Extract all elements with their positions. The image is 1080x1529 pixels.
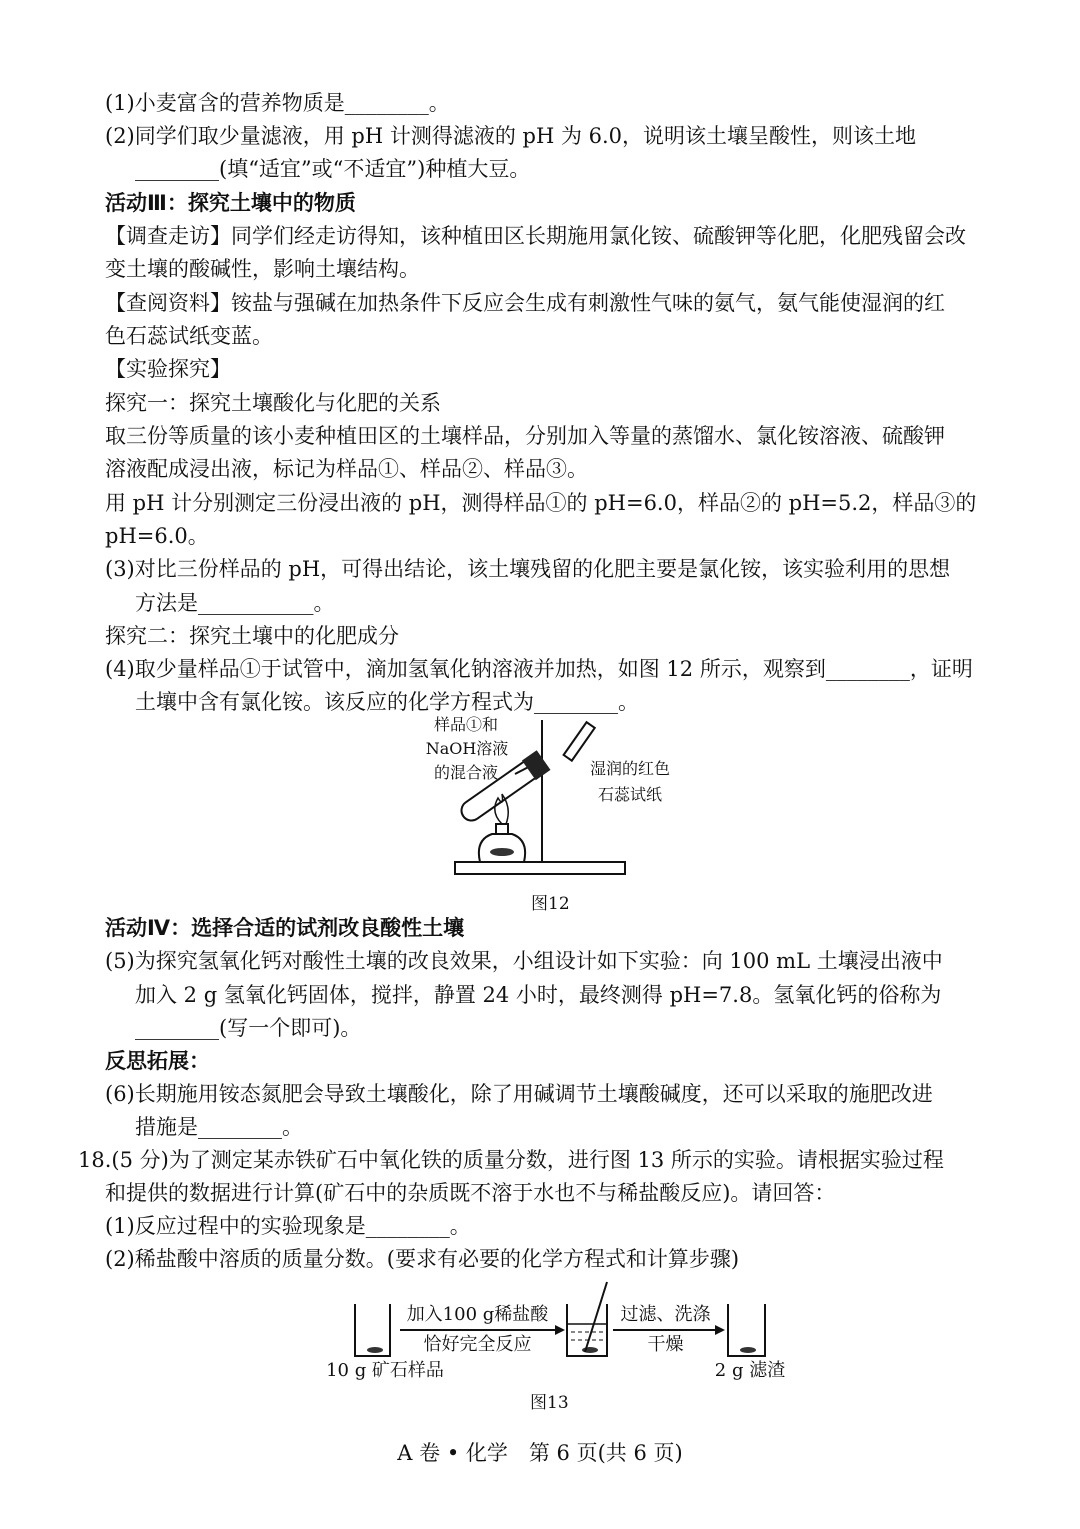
figure-13	[326, 1280, 795, 1390]
q6-line-cont: 措施是________。	[135, 1115, 303, 1139]
fig13-arrow1-top: 加入100 g稀盐酸	[406, 1304, 549, 1325]
q4-line: (4)取少量样品①于试管中，滴加氢氧化钠溶液并加热，如图 12 所示，观察到________，证明	[105, 657, 973, 681]
q18-sub2: (2)稀盐酸中溶质的质量分数。(要求有必要的化学方程式和计算步骤)	[105, 1247, 740, 1271]
inquiry1-text: 取三份等质量的该小麦种植田区的土壤样品，分别加入等量的蒸馏水、氯化铵溶液、硫酸钾	[105, 424, 945, 448]
ph-text: 用 pH 计分别测定三份浸出液的 pH，测得样品①的 pH=6.0，样品②的 pH=5.2，样品③的	[105, 491, 977, 515]
fig13-left-label: 10 g 矿石样品	[326, 1360, 444, 1381]
q2-line-cont: ________(填“适宜”或“不适宜”)种植大豆。	[135, 157, 531, 181]
fig13-arrow2-bottom: 干燥	[647, 1334, 684, 1355]
q5-line-cont-2: ________(写一个即可)。	[135, 1016, 362, 1040]
activity3-heading: 活动Ⅲ：探究土壤中的物质	[105, 191, 356, 215]
ph-text-cont: pH=6.0。	[105, 524, 209, 548]
fig13-caption: 图13	[530, 1393, 569, 1413]
fig12-label-mix-2: NaOH溶液	[425, 739, 509, 758]
fig13-arrow2-top: 过滤、洗涤	[620, 1304, 711, 1325]
q6-line: (6)长期施用铵态氮肥会导致土壤酸化，除了用碱调节土壤酸碱度，还可以采取的施肥改进	[105, 1082, 933, 1106]
fig12-label-mix-1: 样品①和	[433, 715, 498, 734]
q18-line: 18.(5 分)为了测定某赤铁矿石中氧化铁的质量分数，进行图 13 所示的实验。请根据实验过程	[78, 1148, 944, 1172]
q5-line: (5)为探究氢氧化钙对酸性土壤的改良效果，小组设计如下实验：向 100 mL 土壤浸出液中	[105, 949, 943, 973]
fig12-label-mix-3: 的混合液	[433, 763, 498, 782]
survey-text-cont: 变土壤的酸碱性，影响土壤结构。	[105, 257, 420, 281]
page-footer: A 卷 • 化学 第 6 页(共 6 页)	[397, 1441, 683, 1465]
fig13-arrow1-bottom: 恰好完全反应	[423, 1334, 532, 1355]
q2-line: (2)同学们取少量滤液，用 pH 计测得滤液的 pH 为 6.0，说明该土壤呈酸性，则该土地	[105, 124, 917, 148]
inquiry2-heading: 探究二：探究土壤中的化肥成分	[105, 624, 399, 648]
fig13-right-label: 2 g 滤渣	[714, 1360, 786, 1381]
fig12-caption: 图12	[531, 894, 570, 914]
fig12-label-paper-2: 石蕊试纸	[597, 785, 662, 804]
q1-line: (1)小麦富含的营养物质是________。	[105, 91, 450, 115]
q18-line-cont: 和提供的数据进行计算(矿石中的杂质既不溶于水也不与稀盐酸反应)。请回答：	[105, 1181, 836, 1205]
reflection-heading: 反思拓展：	[105, 1049, 210, 1073]
survey-text: 【调查走访】同学们经走访得知，该种植田区长期施用氯化铵、硫酸钾等化肥，化肥残留会改	[105, 224, 966, 248]
experiment-heading: 【实验探究】	[105, 357, 231, 381]
q5-line-cont: 加入 2 g 氢氧化钙固体，搅拌，静置 24 小时，最终测得 pH=7.8。氢氧化钙的俗称为	[135, 983, 942, 1007]
q4-line-cont: 土壤中含有氯化铵。该反应的化学方程式为________。	[135, 690, 639, 714]
activity4-heading: 活动Ⅳ：选择合适的试剂改良酸性土壤	[105, 916, 465, 940]
fig12-label-paper-1: 湿润的红色	[589, 759, 670, 778]
figure-12	[420, 712, 700, 887]
inquiry1-text-cont: 溶液配成浸出液，标记为样品①、样品②、样品③。	[105, 457, 588, 481]
q3-line: (3)对比三份样品的 pH，可得出结论，该土壤残留的化肥主要是氯化铵，该实验利用的思想	[105, 557, 951, 581]
reference-text: 【查阅资料】铵盐与强碱在加热条件下反应会生成有刺激性气味的氨气，氨气能使湿润的红	[105, 291, 945, 315]
q3-line-cont: 方法是___________。	[135, 591, 335, 615]
q18-sub1: (1)反应过程中的实验现象是________。	[105, 1214, 471, 1238]
reference-text-cont: 色石蕊试纸变蓝。	[105, 324, 273, 348]
inquiry1-heading: 探究一：探究土壤酸化与化肥的关系	[105, 391, 441, 415]
